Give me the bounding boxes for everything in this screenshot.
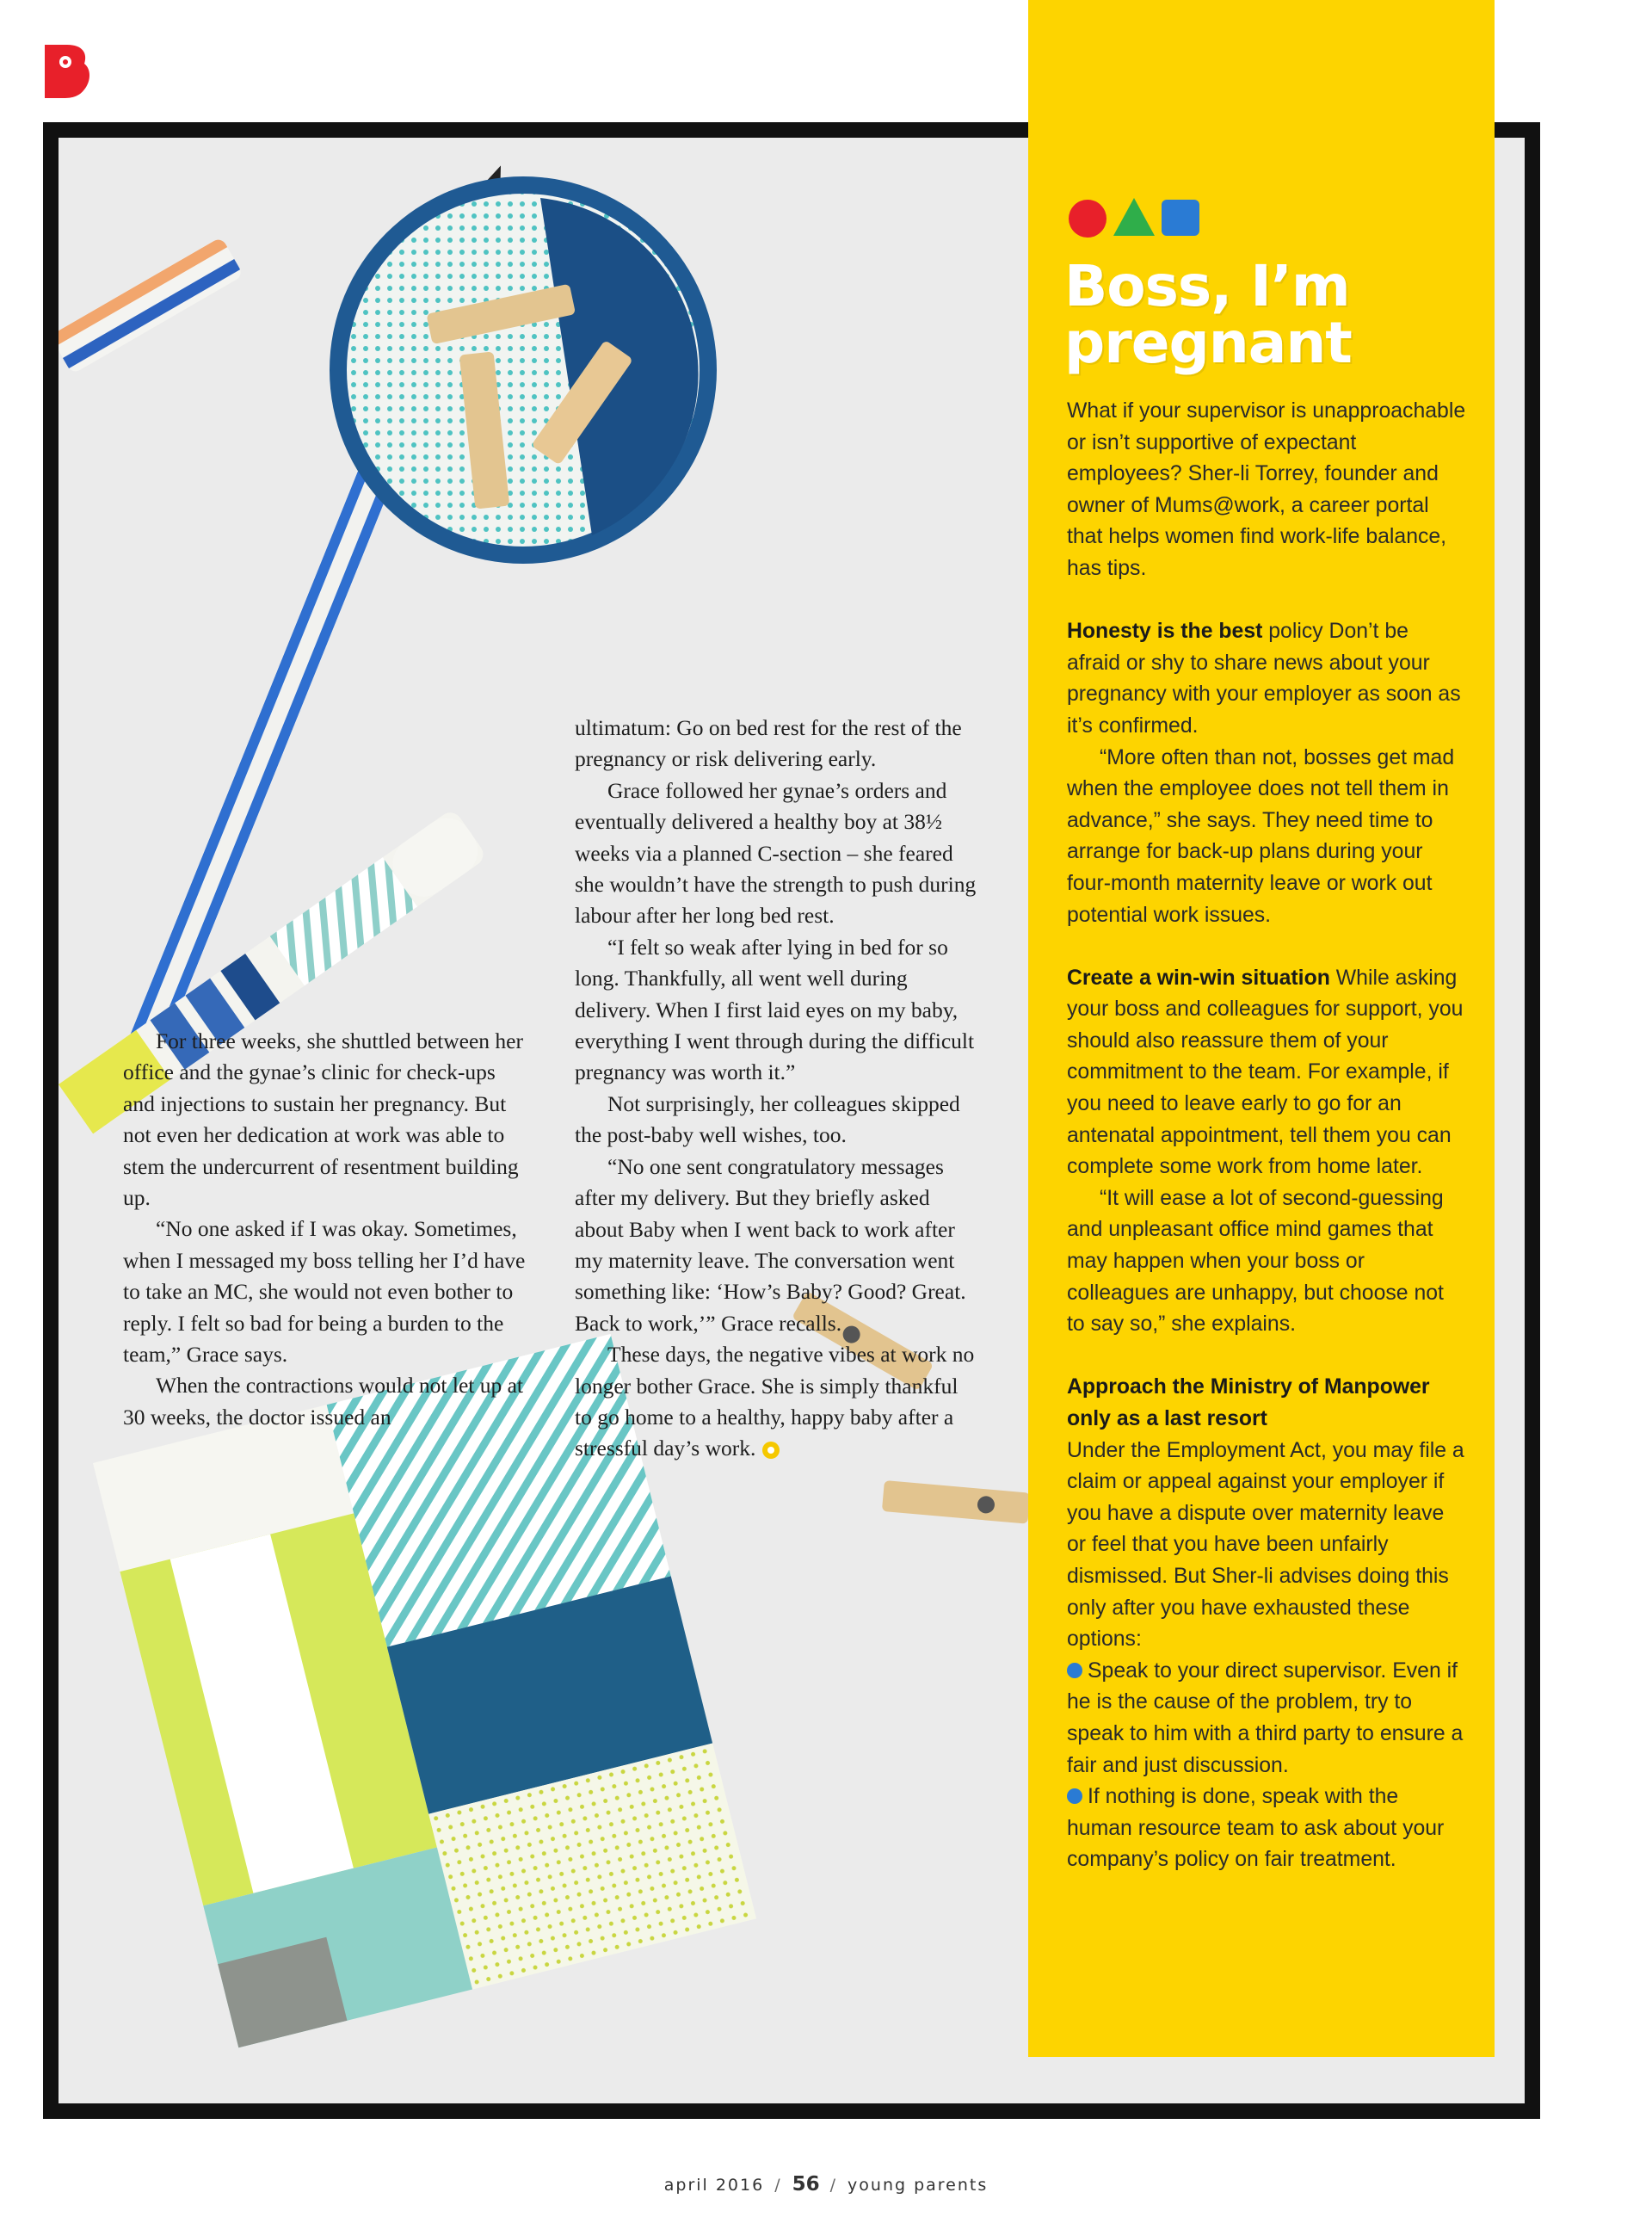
sidebar-intro: What if your supervisor is unapproachable or isn’t supportive of expectant employees? Sher-li Torrey, founder and owner of Mums@work, a career portal that helps women find work-life balance, has tips. [1067, 399, 1466, 580]
page-number: 56 [792, 2173, 820, 2195]
page-footer [0, 2173, 1652, 2195]
striped-pen-1 [59, 237, 243, 374]
tip-1-quote: “More often than not, bosses get mad when the employee does not tell them in advance,” she says. They need time to arrange for back-up plans during your four-month maternity leave or work out potential work issues. [1067, 745, 1455, 927]
article-paragraph: “No one sent congratulatory messages after my delivery. But they briefly asked about Baby when I went back to work after my maternity leave. The conversation went something like: ‘How’s Baby? Good? Great. Back to work,’” Grace recalls. [575, 1153, 966, 1336]
sidebar-body [1067, 396, 1467, 1876]
article-paragraph: “No one asked if I was okay. Sometimes, when I messaged my boss telling her I’d have to take an MC, she would not even bother to reply. I felt so bad for being a burden to the team,” Grace says. [123, 1216, 526, 1368]
sidebar-title-line-2: pregnant [1064, 310, 1352, 376]
bullet-1-text: Speak to your direct supervisor. Even if he is the cause of the problem, try to speak to him with a third party to ensure a fair and just discussion. [1067, 1658, 1464, 1777]
magazine-logo [40, 41, 91, 102]
red-circle-icon [1069, 200, 1106, 238]
end-of-article-icon [762, 1442, 780, 1459]
sidebar-title [1064, 253, 1477, 376]
tip-3-heading: Approach the Ministry of Manpower only as a last resort [1067, 1375, 1430, 1430]
blue-bullet-icon [1067, 1663, 1082, 1678]
green-triangle-icon [1113, 198, 1155, 236]
article-column-2 [575, 713, 979, 1465]
footer-magazine-name: young parents [848, 2176, 989, 2195]
shapes-icon [1067, 195, 1205, 239]
tip-2-body: While asking your boss and colleagues for support, you should also reassure them of your commitment to the team. For example, if you need to leave early to go for an antenatal appointment, tell them you can complete some work from home later. [1067, 966, 1464, 1179]
clothes-peg-2 [882, 1480, 1030, 1524]
tip-3-bullet-1 [1067, 1656, 1467, 1782]
tip-3-bullet-2 [1067, 1782, 1467, 1876]
sidebar-title-line-1: Boss, I’m [1064, 253, 1350, 319]
tip-2 [1067, 963, 1467, 1183]
article-paragraph: Not surprisingly, her colleagues skipped the post-baby well wishes, too. [575, 1090, 960, 1148]
article-paragraph: When the contractions would not let up at 30 weeks, the doctor issued an [123, 1373, 524, 1430]
article-last-paragraph: These days, the negative vibes at work no longer bother Grace. She is simply thankful to go home to a healthy, happy baby after a stressful day’s work. [575, 1342, 975, 1461]
tip-1-heading: Honesty is the best [1067, 620, 1263, 644]
footer-separator: / [829, 2176, 838, 2195]
blue-bullet-icon [1067, 1788, 1082, 1804]
tip-1-body: policy Don’t be afraid or shy to share news about your pregnancy with your employer as soon as it’s confirmed. [1067, 620, 1461, 738]
article-paragraph: “I felt so weak after lying in bed for so long. Thankfully, all went well during delivery. When I first laid eyes on my baby, everything I went through during the difficult pregnancy was worth it.” [575, 934, 975, 1085]
article-paragraph: Grace followed her gynae’s orders and eventually delivered a healthy boy at 38½ weeks via a planned C-section – she feared she wouldn’t have the strength to push during labour after her long bed rest. [575, 777, 977, 929]
tip-2-heading: Create a win-win situation [1067, 966, 1330, 990]
blue-square-icon [1162, 200, 1199, 236]
tip-2-quote: “It will ease a lot of second-guessing and unpleasant office mind games that may happen when your boss or colleagues are unhappy, but choose not to say so,” she explains. [1067, 1186, 1444, 1337]
tip-3-body: Under the Employment Act, you may file a claim or appeal against your employer if you have a dispute over maternity leave or feel that you have been unfairly dismissed. But Sher-li advises doing this only after you have exhausted these options: [1067, 1438, 1464, 1652]
tip-1 [1067, 616, 1467, 742]
footer-separator: / [774, 2176, 782, 2195]
tip-3-heading-para [1067, 1372, 1467, 1435]
footer-date: april 2016 [663, 2176, 765, 2195]
article-paragraph [575, 1339, 979, 1465]
bullet-2-text: If nothing is done, speak with the human resource team to ask about your company’s policy on fair treatment. [1067, 1785, 1445, 1872]
article-paragraph: For three weeks, she shuttled between her office and the gynae’s clinic for check-ups and injections to sustain her pregnancy. But not even her dedication at work was able to stem the undercurrent of resentment building up. [123, 1028, 523, 1211]
dish [330, 176, 717, 564]
article-paragraph: ultimatum: Go on bed rest for the rest of the pregnancy or risk delivering early. [575, 715, 962, 772]
article-column-1 [123, 1026, 527, 1433]
